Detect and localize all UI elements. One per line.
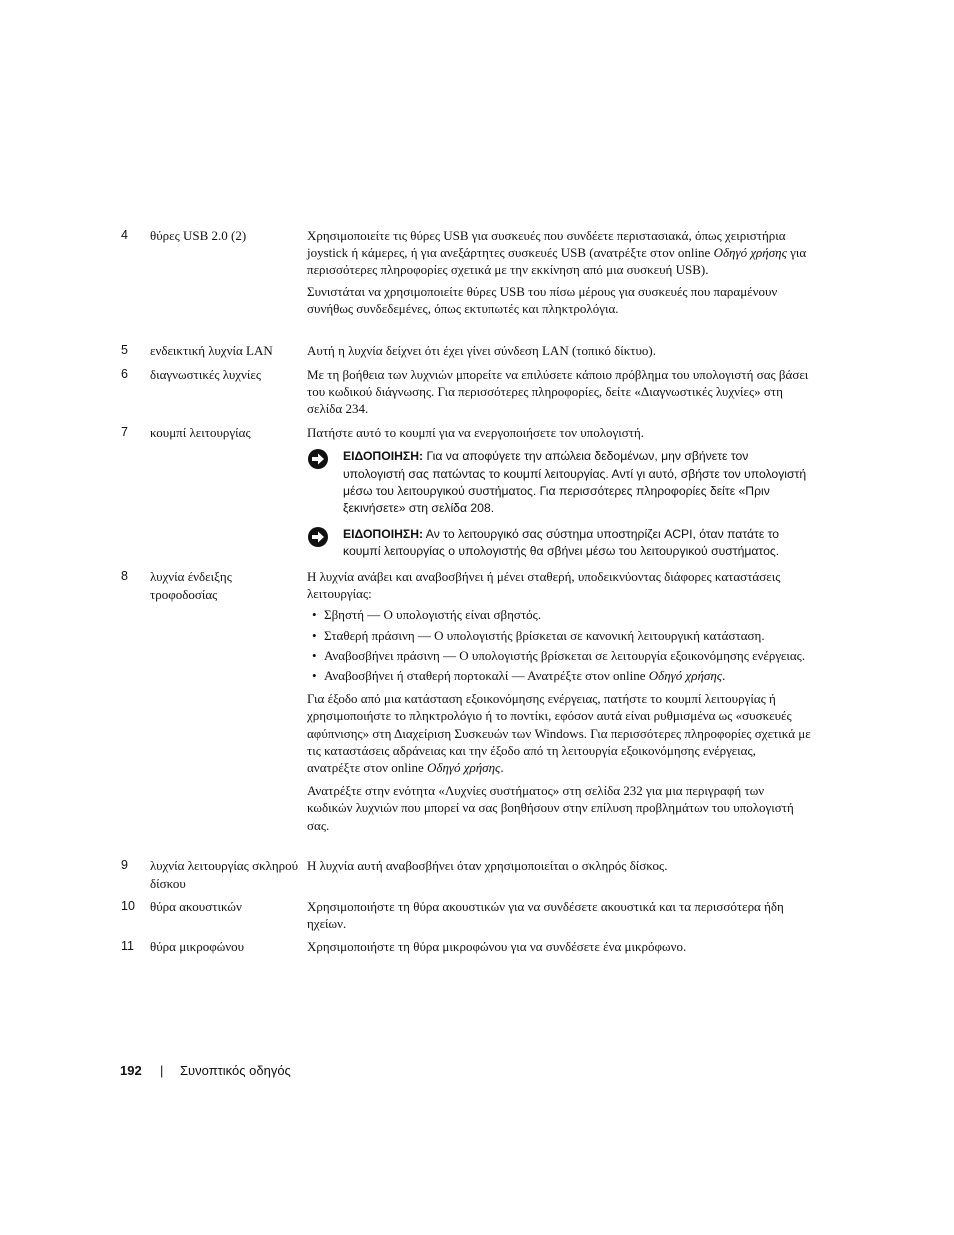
item-description [307, 366, 812, 424]
item-label: λυχνία ένδειξης τροφοδοσίας [150, 569, 232, 602]
page-number: 192 [120, 1063, 142, 1078]
description-paragraph: Χρησιμοποιείτε τις θύρες USB για συσκευές που συνδέετε περιστασιακά, όπως χειριστήρια joystick ή κάμερες, ή για ανεξάρτητες συσκευές USB (ανατρέξτε στον online Οδηγό χρήσης για περισσότερες πληροφορίες σχετικά με την εκκίνηση από μια συσκευή USB). [307, 228, 807, 278]
item-description [307, 227, 812, 323]
item-number: 8 [121, 569, 128, 583]
description-paragraph: Η λυχνία ανάβει και αναβοσβήνει ή μένει σταθερή, υποδεικνύοντας διάφορες καταστάσεις λειτουργίας: [307, 569, 781, 602]
notice-title: ΕΙΔΟΠΟΙΗΣΗ: [343, 526, 424, 541]
description-paragraph: Με τη βοήθεια των λυχνιών μπορείτε να επιλύσετε κάποιο πρόβλημα του υπολογιστή σας βάσει του κωδικού διάγνωσης. Για περισσότερες πληροφορίες, δείτε «Διαγνωστικές λυχνίες» στη σελίδα 234. [307, 367, 809, 417]
description-paragraph: Ανατρέξτε στην ενότητα «Λυχνίες συστήματος» στη σελίδα 232 για μια περιγραφή των κωδικών λυχνιών που μπορεί να σας βοηθήσουν στην επίλυση προβλημάτων του υπολογιστή σας. [307, 783, 794, 833]
item-description [307, 424, 812, 569]
section-title: Συνοπτικός οδηγός [180, 1063, 291, 1078]
item-number: 7 [121, 425, 128, 439]
description-paragraph: Πατήστε αυτό το κουμπί για να ενεργοποιήσετε τον υπολογιστή. [307, 425, 645, 440]
item-label: θύρα μικροφώνου [150, 939, 245, 954]
list-item: • Αναβοσβήνει ή σταθερή πορτοκαλί — Ανατρέξτε στον online Οδηγό χρήσης. [307, 667, 812, 684]
description-paragraph: Για έξοδο από μια κατάσταση εξοικονόμησης ενέργειας, πατήστε το κουμπί λειτουργίας ή χρησιμοποιήστε το πληκτρολόγιο ή το ποντίκι, εφόσον αυτά είναι ρυθμισμένα ως «συσκευές αφύπνισης» στη Διαχείριση Συσκευών των Windows. Για περισσότερες πληροφορίες σχετικά με τις καταστάσεις αδράνειας και την έξοδο από τη λειτουργία εξοικονόμησης ενέργειας, ανατρέξτε στον online Οδηγό χρήσης. [307, 691, 811, 776]
description-paragraph: Η λυχνία αυτή αναβοσβήνει όταν χρησιμοποιείται ο σκληρός δίσκος. [307, 858, 668, 873]
notice-title: ΕΙΔΟΠΟΙΗΣΗ: [343, 449, 424, 464]
item-label: ενδεικτική λυχνία LAN [150, 343, 273, 358]
footer-separator: | [160, 1063, 164, 1078]
item-label: λυχνία λειτουργίας σκληρού δίσκου [150, 858, 299, 891]
list-item: • Αναβοσβήνει πράσινη — Ο υπολογιστής βρίσκεται σε λειτουργία εξοικονόμησης ενέργειας. [307, 647, 812, 664]
description-paragraph: Χρησιμοποιήστε τη θύρα μικροφώνου για να συνδέσετε ένα μικρόφωνο. [307, 939, 687, 954]
description-paragraph: Χρησιμοποιήστε τη θύρα ακουστικών για να συνδέσετε ακουστικά και τα περισσότερα ήδη ηχείων. [307, 899, 784, 932]
item-number: 5 [121, 343, 128, 357]
notice-box [307, 448, 812, 518]
item-number: 4 [121, 228, 128, 242]
item-number: 11 [121, 939, 134, 953]
notice-arrow-icon [307, 448, 329, 470]
list-item: • Σβηστή — Ο υπολογιστής είναι σβηστός. [307, 606, 812, 623]
status-list [307, 606, 812, 684]
item-description [307, 568, 812, 840]
notice-arrow-icon [307, 526, 329, 548]
notice-box [307, 526, 812, 561]
page-footer [120, 1062, 291, 1079]
item-number: 10 [121, 899, 135, 913]
description-paragraph: Συνιστάται να χρησιμοποιείτε θύρες USB του πίσω μέρους για συσκευές που παραμένουν συνήθως συνδεδεμένες, όπως εκτυπωτές και πληκτρολόγια. [307, 283, 778, 316]
item-label: κουμπί λειτουργίας [150, 425, 251, 440]
notice-text: Αν το λειτουργικό σας σύστημα υποστηρίζει ACPI, όταν πατάτε το κουμπί λειτουργίας ο υπολογιστής θα σβήνει μέσω του λειτουργικού συστήματος. [343, 526, 780, 559]
list-item: • Σταθερή πράσινη — Ο υπολογιστής βρίσκεται σε κανονική λειτουργική κατάσταση. [307, 627, 812, 644]
item-label: διαγνωστικές λυχνίες [150, 367, 262, 382]
item-label: θύρες USB 2.0 (2) [150, 228, 247, 243]
notice-text: Για να αποφύγετε την απώλεια δεδομένων, μην σβήνετε τον υπολογιστή σας πατώντας το κουμπί λειτουργίας. Αντί γι αυτό, σβήστε τον υπολογιστή μέσω του λειτουργικού συστήματος. Για περισσότερες πληροφορίες δείτε «Πριν ξεκινήσετε» στη σελίδα 208. [343, 449, 807, 516]
item-label: θύρα ακουστικών [150, 899, 242, 914]
item-description [307, 342, 812, 365]
item-description [307, 857, 812, 880]
item-description [307, 898, 812, 938]
item-number: 9 [121, 858, 128, 872]
item-description [307, 938, 812, 961]
item-number: 6 [121, 367, 128, 381]
description-paragraph: Αυτή η λυχνία δείχνει ότι έχει γίνει σύνδεση LAN (τοπικό δίκτυο). [307, 343, 657, 358]
